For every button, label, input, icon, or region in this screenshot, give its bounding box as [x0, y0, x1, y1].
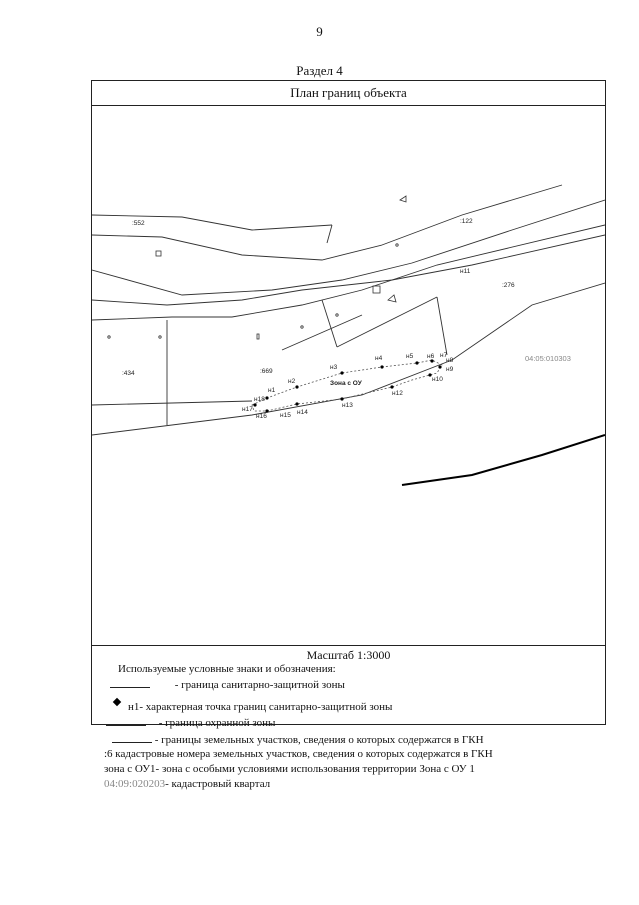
zone-label: Зона с ОУ: [330, 380, 362, 387]
quarter-label: 04:05:010303: [525, 354, 571, 363]
point-symbol: [108, 336, 110, 338]
boundary-point-marker: [390, 385, 393, 388]
boundary-line: [92, 185, 562, 260]
boundary-line: [337, 297, 437, 347]
point-label: н14: [297, 409, 308, 416]
building-symbol: [257, 334, 259, 339]
plan-title: План границ объекта: [92, 81, 605, 106]
point-label: н18: [254, 396, 265, 403]
legend-item-point: н1- характерная точка границ санитарно-защитной зоны: [128, 701, 393, 713]
point-label: н3: [330, 364, 338, 371]
boundary-line: [92, 215, 332, 230]
point-label: н2: [288, 378, 296, 385]
map-drawing: [92, 105, 605, 645]
boundary-point-marker: [340, 371, 343, 374]
boundary-point-marker: [295, 385, 298, 388]
parcel-label: :669: [260, 368, 273, 375]
boundary-point-marker: [265, 396, 268, 399]
point-dot-icon: [113, 698, 121, 706]
legend-item-cadastral: :6 кадастровые номера земельных участков, сведения о которых содержатся в ГКН: [104, 748, 493, 760]
boundary-line: [322, 300, 337, 347]
boundary-line: [327, 225, 332, 243]
boundary-map: [92, 105, 605, 646]
point-symbol: [336, 314, 338, 316]
point-label: н13: [342, 402, 353, 409]
building-symbol: [373, 286, 380, 293]
quarter-code: 04:09:020203: [104, 778, 166, 790]
boundary-point-marker: [380, 365, 383, 368]
point-label: н6: [427, 353, 435, 360]
point-label: н12: [392, 390, 403, 397]
point-label: н17: [242, 406, 253, 413]
protection-line-symbol: [106, 716, 146, 726]
sanitary-line-symbol: [110, 678, 150, 688]
boundary-point-marker: [295, 402, 298, 405]
point-symbol: [159, 336, 161, 338]
boundary-point-marker: [415, 361, 418, 364]
legend-text: - кадастровый квартал: [165, 778, 271, 790]
legend-header: Используемые условные знаки и обозначения:: [118, 663, 336, 675]
section-title: Раздел 4: [296, 63, 343, 78]
parcel-label: :122: [460, 218, 473, 225]
point-label: н5: [406, 353, 414, 360]
legend-item-quarter: [104, 778, 270, 790]
boundary-line: [92, 401, 252, 405]
point-label: н16: [256, 413, 267, 420]
triangle-symbol: [388, 295, 396, 302]
parcel-label: :434: [122, 370, 135, 377]
point-label: н10: [432, 376, 443, 383]
boundary-line: [92, 235, 605, 305]
page-number: 9: [316, 24, 323, 39]
legend-text: - границы земельных участков, сведения о которых содержатся в ГКН: [154, 734, 484, 746]
scale-label: Масштаб 1:3000: [306, 648, 391, 662]
legend-text: - граница охранной зоны: [158, 717, 276, 729]
legend-item-sanitary: [110, 678, 345, 691]
boundary-line: [92, 225, 605, 320]
parcel-line-symbol: [112, 733, 152, 743]
point-symbol: [396, 244, 398, 246]
point-symbol: [301, 326, 303, 328]
boundary-point-marker: [340, 397, 343, 400]
boundary-point-marker: [253, 403, 256, 406]
boundary-point-marker: [438, 365, 441, 368]
point-label: н11: [460, 268, 471, 275]
legend-item-zone: зона с ОУ1- зона с особыми условиями использования территории Зона с ОУ 1: [104, 763, 475, 775]
parcel-label: :552: [132, 220, 145, 227]
point-symbol-legend: [114, 696, 120, 708]
point-label: н7: [440, 352, 448, 359]
point-label: н4: [375, 355, 383, 362]
legend-item-protection: [106, 716, 275, 729]
boundary-line: [437, 297, 447, 355]
plan-frame: [91, 80, 606, 790]
boundary-line: [92, 200, 605, 295]
point-label: н15: [280, 412, 291, 419]
boundary-line: [282, 315, 362, 350]
point-label: н1: [268, 387, 276, 394]
legend-text: - граница санитарно-защитной зоны: [174, 679, 345, 691]
parcel-label: :276: [502, 282, 515, 289]
river-line: [402, 435, 605, 485]
point-label: н9: [446, 366, 454, 373]
building-symbol: [156, 251, 161, 256]
point-label: н8: [446, 357, 454, 364]
legend-item-parcels: [112, 733, 484, 746]
triangle-symbol: [400, 196, 406, 202]
legend: [92, 646, 605, 790]
